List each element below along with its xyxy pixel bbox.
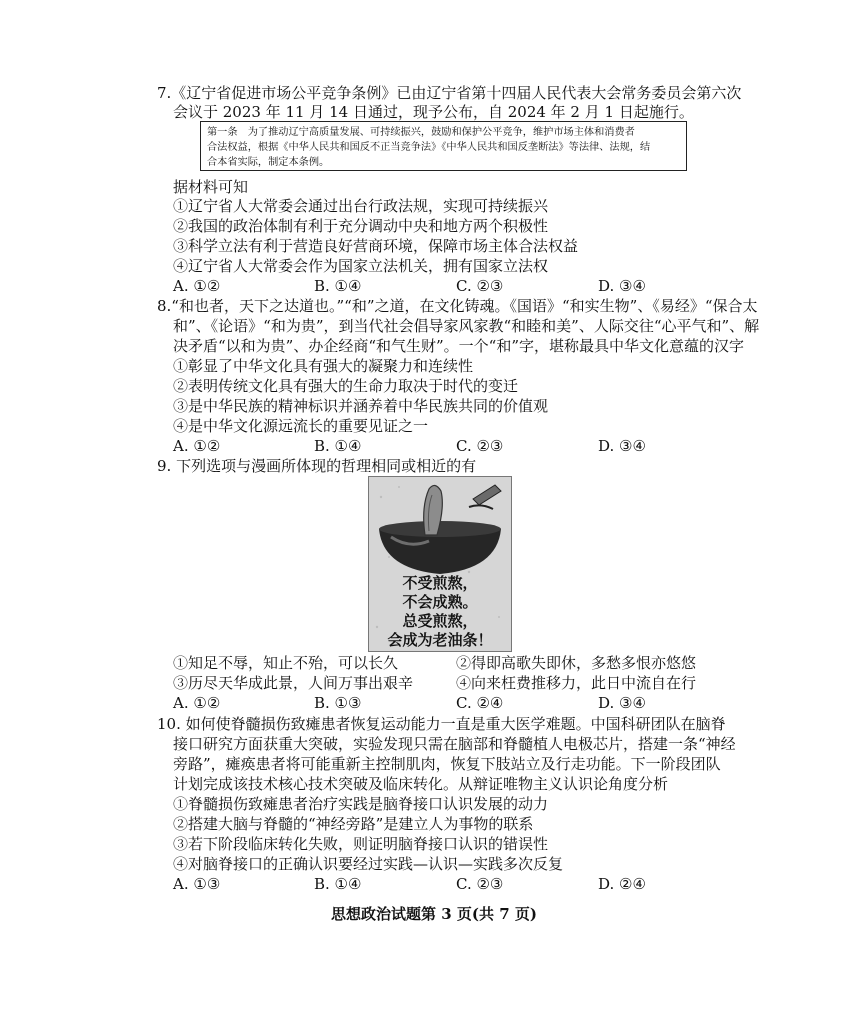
q8-choice-b: B. ①④ <box>314 437 362 455</box>
q7-stem-line1: 7.《辽宁省促进市场公平竞争条例》已由辽宁省第十四届人民代表大会常务委员会第六次 <box>157 84 742 102</box>
q9-stem: 9. 下列选项与漫画所体现的哲理相同或相近的有 <box>157 457 477 475</box>
q8-stem-line3: 决矛盾“以和为贵”、办企经商“和气生财”。一个“和”字，堪称最具中华文化意蕴的汉字 <box>173 337 745 355</box>
q10-stem-line2: 接口研究方面获重大突破，实验发现只需在脑部和脊髓植人电极芯片，搭建一条“神经 <box>173 735 736 753</box>
q8-choice-c: C. ②③ <box>456 437 504 455</box>
cartoon-image <box>368 476 512 652</box>
q8-option-4: ④是中华文化源远流长的重要见证之一 <box>173 417 429 435</box>
q7-option-1: ①辽宁省人大常委会通过出台行政法规，实现可持续振兴 <box>173 197 549 215</box>
cartoon-caption-2: 不会成熟。 <box>402 593 478 611</box>
cartoon-caption-1: 不受煎熬， <box>402 574 478 592</box>
q8-option-3: ③是中华民族的精神标识并涵养着中华民族共同的价值观 <box>173 397 549 415</box>
q7-choice-a: A. ①② <box>173 277 221 295</box>
q9-choice-a: A. ①② <box>173 694 221 712</box>
cartoon-caption-3: 总受煎熬， <box>402 612 478 630</box>
q9-choice-b: B. ①③ <box>314 694 362 712</box>
q7-quoted-article <box>200 121 687 171</box>
q7-quote-line2: 合法权益，根据《中华人民共和国反不正当竞争法》《中华人民共和国反垄断法》等法律、法规，结 <box>207 142 651 153</box>
q9-option-1: ①知足不辱，知止不殆，可以长久 <box>173 654 399 672</box>
q10-stem-line1: 10. 如何使脊髓损伤致瘫患者恢复运动能力一直是重大医学难题。中国科研团队在脑脊 <box>157 715 726 733</box>
q10-choice-d: D. ②④ <box>598 875 646 893</box>
q7-option-3: ③科学立法有利于营造良好营商环境，保障市场主体合法权益 <box>173 237 579 255</box>
q10-choice-b: B. ①④ <box>314 875 362 893</box>
q8-option-2: ②表明传统文化具有强大的生命力取决于时代的变迁 <box>173 377 519 395</box>
q7-option-4: ④辽宁省人大常委会作为国家立法机关，拥有国家立法权 <box>173 257 549 275</box>
q10-choice-a: A. ①③ <box>173 875 221 893</box>
q8-choice-a: A. ①② <box>173 437 221 455</box>
q10-stem-line3: 旁路”，瘫痪患者将可能重新主控制肌肉，恢复下肢站立及行走功能。下一阶段团队 <box>173 755 721 773</box>
q8-stem-line2: 和”、《论语》“和为贵”，到当代社会倡导家风家教“和睦和美”、人际交往“心平气和”、解 <box>173 317 760 335</box>
q8-stem-line1: 8.“和也者，天下之达道也。”“和”之道，在文化铸魂。《国语》“和实生物”、《易经》“保合太 <box>157 297 758 315</box>
q10-choice-c: C. ②③ <box>456 875 504 893</box>
q9-option-4: ④向来枉费推移力，此日中流自在行 <box>456 674 697 692</box>
q7-choice-b: B. ①④ <box>314 277 362 295</box>
q9-option-2: ②得即高歌失即休，多愁多恨亦悠悠 <box>456 654 697 672</box>
q10-stem-line4: 计划完成该技术核心技术突破及临床转化。从辩证唯物主义认识论角度分析 <box>173 775 669 793</box>
q7-choice-d: D. ③④ <box>598 277 646 295</box>
q8-option-1: ①彰显了中华文化具有强大的凝聚力和连续性 <box>173 357 474 375</box>
q9-option-3: ③历尽天华成此景，人间万事出艰辛 <box>173 674 414 692</box>
q10-option-1: ①脊髓损伤致瘫患者治疗实践是脑脊接口认识发展的动力 <box>173 795 549 813</box>
cartoon-caption-4: 会成为老油条！ <box>387 631 493 649</box>
q10-option-2: ②搭建大脑与脊髓的“神经旁路”是建立人为事物的联系 <box>173 815 534 833</box>
q7-choice-c: C. ②③ <box>456 277 504 295</box>
q8-choice-d: D. ③④ <box>598 437 646 455</box>
q9-choice-d: D. ③④ <box>598 694 646 712</box>
q7-stem-line2: 会议于 2023 年 11 月 14 日通过，现予公布，自 2024 年 2 月 1 日起施行。 <box>173 103 694 121</box>
q10-option-4: ④对脑脊接口的正确认识要经过实践—认识—实践多次反复 <box>173 855 564 873</box>
q9-choice-c: C. ②④ <box>456 694 504 712</box>
q10-option-3: ③若下阶段临床转化失败，则证明脑脊接口认识的错误性 <box>173 835 549 853</box>
q7-quote-line3: 合本省实际，制定本条例。 <box>207 157 330 168</box>
q7-prompt: 据材料可知 <box>173 178 249 196</box>
page-footer: 思想政治试题第 3 页(共 7 页) <box>331 905 537 923</box>
q7-option-2: ②我国的政治体制有利于充分调动中央和地方两个积极性 <box>173 217 549 235</box>
q7-quote-line1: 第一条 为了推动辽宁高质量发展、可持续振兴，鼓励和保护公平竞争，维护市场主体和消费者 <box>207 127 635 138</box>
